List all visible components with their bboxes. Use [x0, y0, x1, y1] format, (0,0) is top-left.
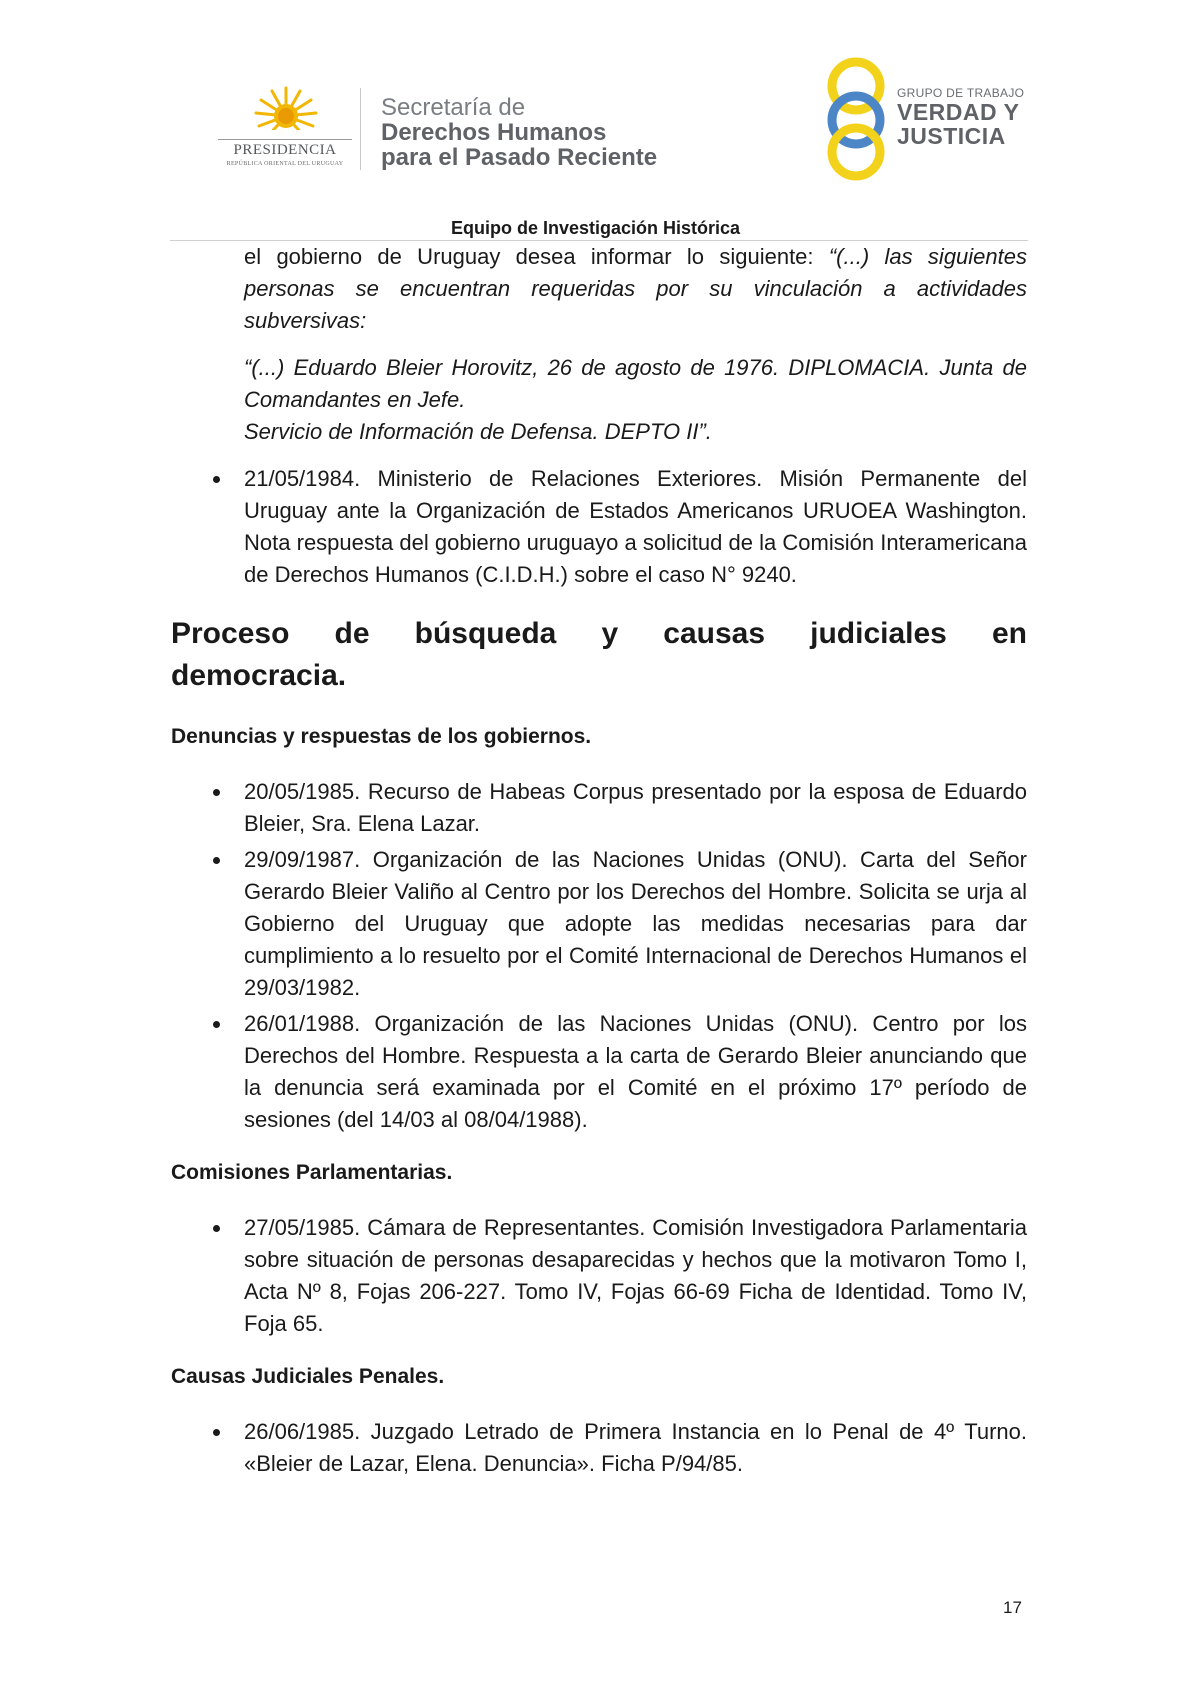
intro-italic-lead: “(...) las siguientes personas se encuentran requeridas por su vinculación a actividades subversivas:	[244, 244, 1027, 333]
bullet-icon	[213, 476, 220, 483]
quote-line-1: “(...) Eduardo Bleier Horovitz, 26 de agosto de 1976. DIPLOMACIA. Junta de Comandantes en Jefe.	[244, 355, 1027, 412]
secretaria-line-1: Secretaría de	[381, 94, 526, 121]
secretaria-line-3: para el Pasado Reciente	[381, 144, 658, 171]
grupo-line-1: GRUPO DE TRABAJO	[897, 86, 1025, 100]
presidencia-subtitle: REPÚBLICA ORIENTAL DEL URUGUAY	[226, 161, 344, 167]
bullet-icon	[213, 857, 220, 864]
bullet-icon	[213, 1225, 220, 1232]
secretaria-logo-text	[381, 95, 657, 170]
section-title	[171, 613, 1027, 697]
presidencia-divider	[218, 139, 352, 140]
grupo-line-2: VERDAD Y	[897, 99, 1020, 125]
section-title-line-2: democracia.	[171, 659, 347, 692]
rings-icon	[820, 56, 892, 182]
intro-paragraph	[171, 241, 1027, 337]
list-item	[171, 1416, 1027, 1480]
verdad-justicia-text	[897, 86, 1024, 148]
presidencia-logo	[210, 86, 360, 174]
list-item-text: 29/09/1987. Organización de las Naciones Unidas (ONU). Carta del Señor Gerardo Bleier Valiño al Centro por los Derechos del Hombre. Solicita se urja al Gobierno del Uruguay que adopte las medidas necesarias para dar cumplimiento a lo resuelto por el Comité Internacional de Derechos Humanos el 29/03/1982.	[244, 847, 1027, 1000]
team-title: Equipo de Investigación Histórica	[450, 218, 741, 238]
bullet-icon	[213, 789, 220, 796]
list-item	[171, 463, 1027, 591]
list-item-text: 21/05/1984. Ministerio de Relaciones Exteriores. Misión Permanente del Uruguay ante la Organización de Estados Americanos URUOEA Washington. Nota respuesta del gobierno uruguayo a solicitud de la Comisión Interamericana de Derechos Humanos (C.I.D.H.) sobre el caso N° 9240.	[244, 466, 1027, 587]
document-body	[171, 241, 1027, 1480]
page-header	[0, 0, 1191, 240]
denuncias-heading: Denuncias y respuestas de los gobiernos.	[171, 725, 592, 748]
list-item-text: 26/06/1985. Juzgado Letrado de Primera Instancia en lo Penal de 4º Turno. «Bleier de Lazar, Elena. Denuncia». Ficha P/94/85.	[244, 1419, 1027, 1476]
comisiones-heading: Comisiones Parlamentarias.	[171, 1161, 453, 1184]
list-item-text: 26/01/1988. Organización de las Naciones Unidas (ONU). Centro por los Derechos del Hombre. Respuesta a la carta de Gerardo Bleier anunciando que la denuncia será examinada por el Comité en el próximo 17º período de sesiones (del 14/03 al 08/04/1988).	[244, 1011, 1027, 1132]
list-item	[171, 844, 1027, 1004]
presidencia-word: PRESIDENCIA	[233, 142, 337, 158]
bullet-icon	[213, 1021, 220, 1028]
bullet-list-top	[171, 463, 1027, 591]
secretaria-line-2: Derechos Humanos	[381, 119, 607, 146]
list-item	[171, 1212, 1027, 1340]
causas-heading: Causas Judiciales Penales.	[171, 1365, 445, 1388]
page-number: 17	[1003, 1598, 1022, 1617]
denuncias-list	[171, 776, 1027, 1136]
bullet-icon	[213, 1429, 220, 1436]
list-item-text: 27/05/1985. Cámara de Representantes. Comisión Investigadora Parlamentaria sobre situación de personas desaparecidas y hechos que la motivaron Tomo I, Acta Nº 8, Fojas 206-227. Tomo IV, Fojas 66-69 Ficha de Identidad. Tomo IV, Foja 65.	[244, 1215, 1027, 1336]
intro-lead: el gobierno de Uruguay desea informar lo siguiente:	[244, 244, 829, 269]
list-item	[171, 776, 1027, 840]
quote-paragraph	[171, 352, 1027, 448]
list-item-text: 20/05/1985. Recurso de Habeas Corpus presentado por la esposa de Eduardo Bleier, Sra. Elena Lazar.	[244, 779, 1027, 836]
grupo-line-3: JUSTICIA	[897, 123, 1006, 149]
quote-line-2: Servicio de Información de Defensa. DEPTO II”.	[244, 419, 712, 444]
logo-separator	[360, 88, 361, 170]
verdad-justicia-logo	[820, 56, 1030, 182]
section-title-line-1: Proceso de búsqueda y causas judiciales en	[171, 617, 1027, 650]
comisiones-list	[171, 1212, 1027, 1340]
causas-list	[171, 1416, 1027, 1480]
sun-icon	[254, 86, 318, 142]
list-item	[171, 1008, 1027, 1136]
